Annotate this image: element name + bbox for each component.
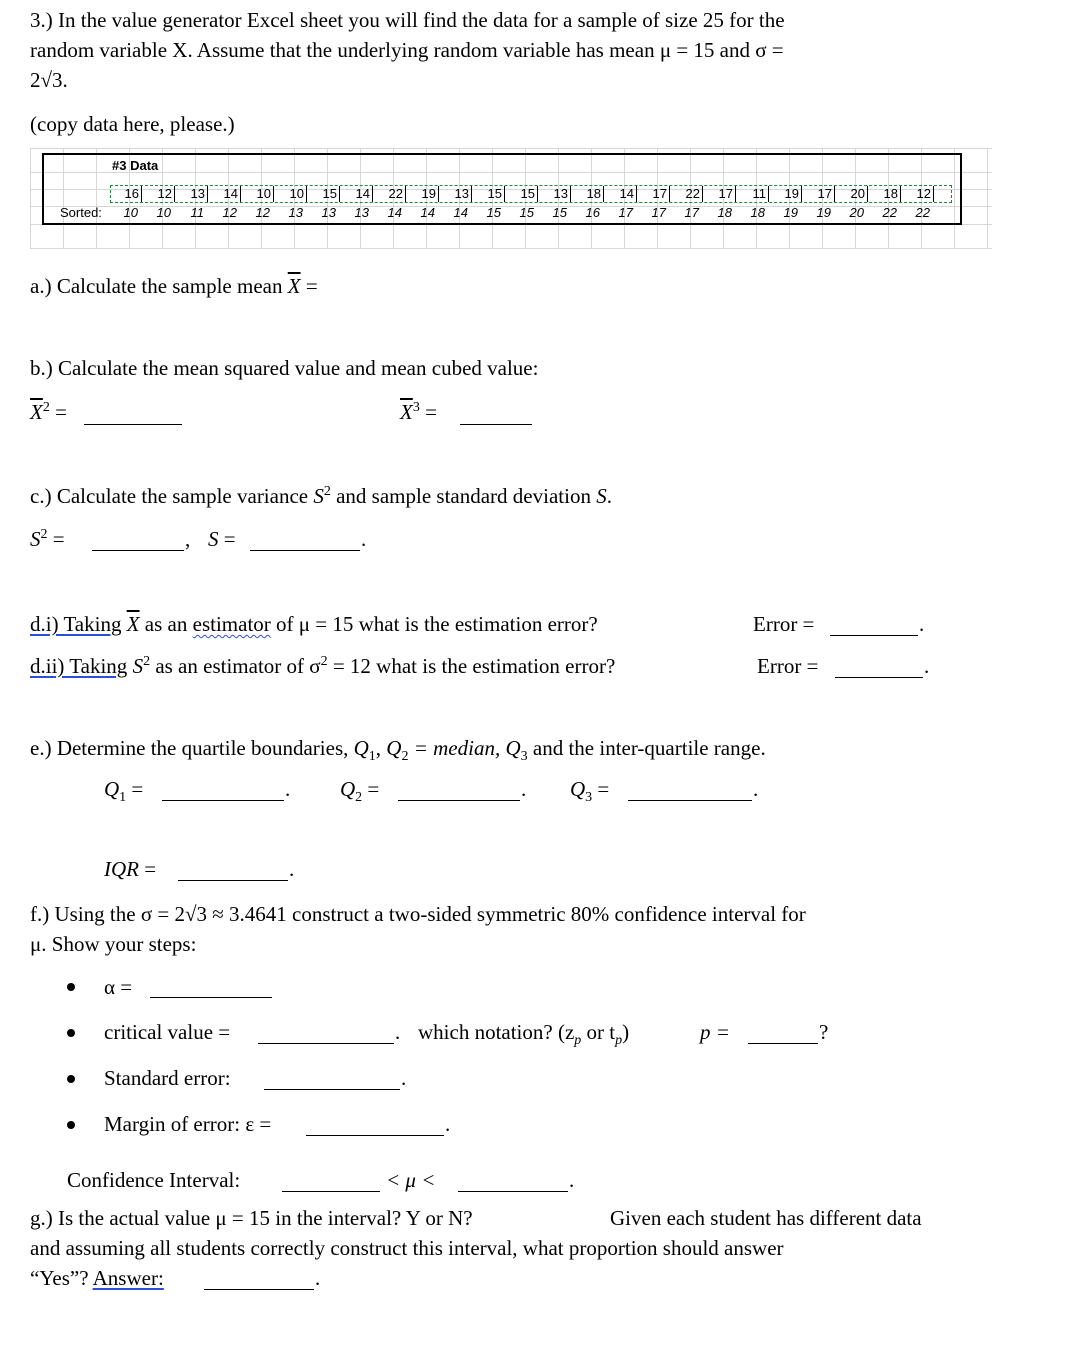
gridline	[987, 148, 988, 248]
sorted-cell: 14	[453, 205, 468, 220]
sorted-cell: 13	[288, 205, 303, 220]
answer-blank[interactable]	[204, 1271, 314, 1290]
part-g-line-1b: Given each student has different data	[610, 1206, 922, 1230]
data-cell: 10	[256, 186, 271, 201]
cell-border	[867, 186, 868, 202]
sorted-label: Sorted:	[60, 205, 102, 220]
part-g-line-3: “Yes”? Answer:	[30, 1266, 164, 1290]
sorted-cell: 15	[519, 205, 534, 220]
cell-border	[504, 186, 505, 202]
ci-period: .	[569, 1168, 575, 1192]
q3-period: .	[753, 777, 759, 801]
data-cell: 13	[454, 186, 469, 201]
sorted-cell: 10	[156, 205, 171, 220]
std-dev-blank[interactable]	[250, 532, 360, 551]
data-cell: 11	[752, 186, 766, 201]
mean-squared-label: $\overline{X}^2$ =	[30, 400, 67, 424]
cell-border	[768, 186, 769, 202]
margin-blank[interactable]	[306, 1117, 444, 1136]
part-c: c.) Calculate the sample variance $S^2$ and sample standard deviation S.	[30, 484, 612, 508]
p-blank[interactable]	[748, 1025, 818, 1044]
gridline	[30, 148, 31, 248]
cell-border	[306, 186, 307, 202]
error-blank-1[interactable]	[830, 617, 918, 636]
data-cell: 15	[322, 186, 337, 201]
gridline	[30, 148, 992, 149]
cell-border	[537, 186, 538, 202]
data-row	[110, 185, 952, 203]
sorted-cell: 13	[354, 205, 369, 220]
data-cell: 13	[190, 186, 205, 201]
sorted-cell: 18	[717, 205, 732, 220]
data-cell: 12	[916, 186, 931, 201]
part-f-line-2: μ. Show your steps:	[30, 932, 197, 956]
std-error-period: .	[401, 1066, 407, 1090]
std-dev-label: S =	[208, 527, 236, 551]
notation-question: which notation? ($z_p$ or $t_p$)	[418, 1020, 630, 1049]
cell-border	[207, 186, 208, 202]
part-g-line-2: and assuming all students correctly construct this interval, what proportion should answer	[30, 1236, 784, 1260]
data-cell: 17	[718, 186, 733, 201]
sorted-cell: 12	[255, 205, 270, 220]
answer-label: Answer:	[92, 1266, 164, 1290]
iqr-blank[interactable]	[178, 862, 288, 881]
error-period-1: .	[919, 612, 925, 636]
cell-border	[603, 186, 604, 202]
data-cell: 18	[883, 186, 898, 201]
cell-border	[273, 186, 274, 202]
q2-label: $Q_2$ =	[340, 777, 380, 806]
cell-border	[636, 186, 637, 202]
copy-note: (copy data here, please.)	[30, 112, 235, 136]
p-question: ?	[819, 1020, 829, 1044]
q1-period: .	[285, 777, 291, 801]
data-cell: 17	[817, 186, 832, 201]
sorted-cell: 19	[816, 205, 831, 220]
ci-label: Confidence Interval:	[67, 1168, 241, 1192]
iqr-period: .	[289, 857, 295, 881]
data-cell: 16	[124, 186, 139, 201]
bullet-icon	[67, 983, 75, 991]
data-cell: 10	[289, 186, 304, 201]
q1-label: $Q_1$ =	[104, 777, 144, 806]
variance-label: $S^2$ =	[30, 527, 65, 551]
sorted-cell: 17	[684, 205, 699, 220]
cell-border	[735, 186, 736, 202]
part-f-line-1: f.) Using the σ = 2√3 ≈ 3.4641 construct a two-sided symmetric 80% confidence interval for	[30, 902, 806, 926]
critical-value-label: critical value =	[104, 1020, 231, 1044]
critical-value-period: .	[395, 1020, 401, 1044]
part-a: a.) Calculate the sample mean $\overline{X}$ =	[30, 274, 318, 298]
cell-border	[669, 186, 670, 202]
spreadsheet-data-box	[42, 153, 962, 225]
cell-border	[471, 186, 472, 202]
std-error-blank[interactable]	[264, 1071, 400, 1090]
part-e: e.) Determine the quartile boundaries, $Q_1$, $Q_2$ = median, $Q_3$ and the inter-quartile range.	[30, 736, 766, 765]
cell-border	[372, 186, 373, 202]
sorted-cell: 11	[190, 205, 204, 220]
bullet-icon	[67, 1121, 75, 1129]
sorted-cell: 20	[849, 205, 864, 220]
error-label-1: Error =	[753, 612, 815, 636]
sorted-cell: 13	[321, 205, 336, 220]
cell-border	[405, 186, 406, 202]
data-cell: 19	[421, 186, 436, 201]
q2-period: .	[521, 777, 527, 801]
sorted-cell: 12	[222, 205, 237, 220]
cell-border	[240, 186, 241, 202]
problem-line-1: 3.) In the value generator Excel sheet you will find the data for a sample of size 25 for the	[30, 8, 785, 32]
ci-lower-blank[interactable]	[282, 1173, 380, 1192]
error-period-2: .	[924, 654, 930, 678]
data-cell: 18	[586, 186, 601, 201]
bullet-icon	[67, 1075, 75, 1083]
data-cell: 20	[850, 186, 865, 201]
data-cell: 12	[157, 186, 172, 201]
sorted-cell: 10	[123, 205, 138, 220]
mean-squared-blank[interactable]	[84, 406, 182, 425]
bullet-icon	[67, 1029, 75, 1037]
sorted-cell: 22	[882, 205, 897, 220]
sorted-cell: 15	[552, 205, 567, 220]
q3-blank[interactable]	[628, 782, 752, 801]
mean-cubed-label: $\overline{X}^3$ =	[400, 400, 437, 424]
cell-border	[570, 186, 571, 202]
error-label-2: Error =	[757, 654, 819, 678]
sorted-cell: 18	[750, 205, 765, 220]
answer-period: .	[315, 1266, 321, 1290]
cell-border	[174, 186, 175, 202]
cell-border	[933, 186, 934, 202]
ci-mid: < μ <	[386, 1168, 436, 1192]
q1-blank[interactable]	[162, 782, 284, 801]
data-cell: 22	[685, 186, 700, 201]
sorted-cell: 14	[387, 205, 402, 220]
data-cell: 22	[388, 186, 403, 201]
ci-upper-blank[interactable]	[458, 1173, 568, 1192]
alpha-blank[interactable]	[150, 979, 272, 998]
sorted-cell: 17	[618, 205, 633, 220]
margin-label: Margin of error: ε =	[104, 1112, 272, 1136]
problem-line-2: random variable X. Assume that the underlying random variable has mean μ = 15 and σ =	[30, 38, 784, 62]
sorted-cell: 19	[783, 205, 798, 220]
error-blank-2[interactable]	[835, 659, 923, 678]
cell-border	[141, 186, 142, 202]
part-b: b.) Calculate the mean squared value and mean cubed value:	[30, 356, 539, 380]
sorted-row	[110, 205, 950, 221]
q3-label: $Q_3$ =	[570, 777, 610, 806]
critical-value-blank[interactable]	[258, 1025, 394, 1044]
sorted-cell: 22	[915, 205, 930, 220]
sorted-cell: 15	[486, 205, 501, 220]
data-cell: 17	[652, 186, 667, 201]
data-cell: 15	[520, 186, 535, 201]
p-label: p =	[700, 1020, 730, 1044]
cell-border	[801, 186, 802, 202]
cell-border	[834, 186, 835, 202]
q2-blank[interactable]	[398, 782, 520, 801]
alpha-label: α =	[104, 975, 133, 999]
mean-cubed-blank[interactable]	[460, 406, 532, 425]
std-error-label: Standard error:	[104, 1066, 231, 1090]
data-cell: 19	[784, 186, 799, 201]
sorted-cell: 16	[585, 205, 600, 220]
data-cell: 14	[355, 186, 370, 201]
data-cell: 15	[487, 186, 502, 201]
cell-border	[702, 186, 703, 202]
sorted-cell: 17	[651, 205, 666, 220]
margin-period: .	[445, 1112, 451, 1136]
cell-border	[339, 186, 340, 202]
data-cell: 14	[223, 186, 238, 201]
data-cell: 14	[619, 186, 634, 201]
spreadsheet-paste	[30, 148, 992, 248]
gridline	[30, 248, 992, 249]
cell-border	[438, 186, 439, 202]
iqr-label: IQR =	[104, 857, 157, 881]
data-cell: 13	[553, 186, 568, 201]
std-dev-period: .	[361, 527, 367, 551]
variance-comma: ,	[185, 527, 191, 551]
variance-blank[interactable]	[92, 532, 184, 551]
part-d-ii: d.ii) Taking $S^2$ as an estimator of $\sigma^2 = 12$ what is the estimation error?	[30, 654, 616, 678]
sorted-cell: 14	[420, 205, 435, 220]
spreadsheet-header: #3 Data	[112, 158, 159, 173]
problem-line-3: 2√3.	[30, 68, 68, 92]
part-d-i: d.i) Taking $\overline{X}$ as an estimator of μ = 15 what is the estimation error?	[30, 612, 598, 636]
part-g-line-1: g.) Is the actual value μ = 15 in the interval? Y or N?	[30, 1206, 473, 1230]
cell-border	[900, 186, 901, 202]
